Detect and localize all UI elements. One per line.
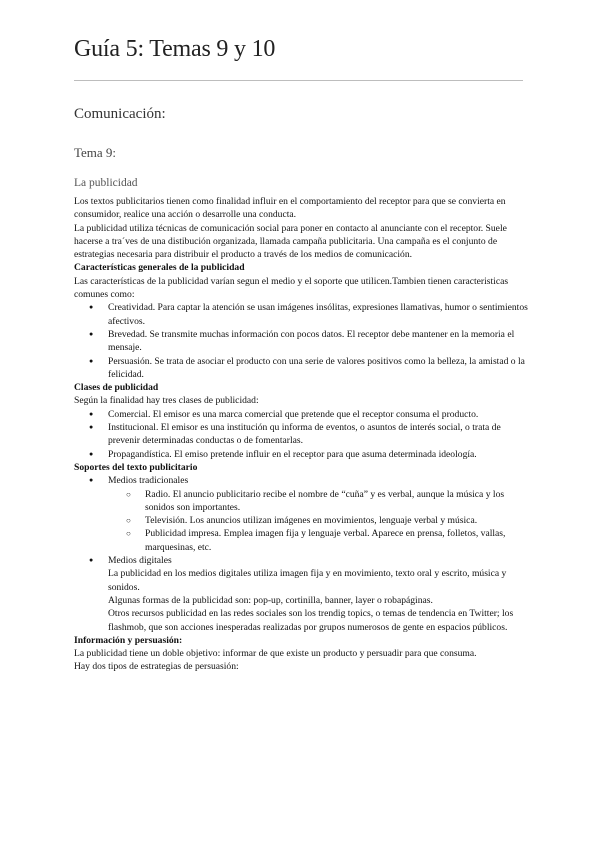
document-body (74, 195, 534, 674)
persuasion-paragraph: La publicidad tiene un doble objetivo: informar de que existe un producto y persuadir para que consuma. (74, 648, 477, 660)
clases-heading: Clases de publicidad (74, 382, 159, 394)
medios-digitales-paragraph: La publicidad en los medios digitales utiliza imagen fija y en movimiento, texto oral y escrito, música y sonidos. (108, 568, 507, 593)
clases-intro: Según la finalidad hay tres clases de publicidad: (74, 395, 259, 407)
list-item: ● Institucional. El emisor es una institución qu informa de eventos, o asuntos de interés social, o trata de prevenir determinadas conductas o de fomentarlas. (108, 421, 534, 448)
intro-paragraph: Los textos publicitarios tienen como finalidad influir en el comportamiento del receptor para que se convierta en consumidor, realice una acción o desarrolle una conducta. (74, 196, 506, 221)
document-title: Guía 5: Temas 9 y 10 (74, 36, 276, 62)
subtopic-heading: La publicidad (74, 177, 138, 189)
list-item (108, 554, 534, 634)
list-item (108, 474, 534, 554)
sublist-item: ○ Radio. El anuncio publicitario recibe el nombre de “cuña” y es verbal, aunque la música y los sonidos son importantes. (145, 488, 534, 515)
list-item: ● Brevedad. Se transmite muchas información con pocos datos. El receptor debe mantener en la memoria el mensaje. (108, 328, 534, 355)
list-item: ● Comercial. El emisor es una marca comercial que pretende que el receptor consuma el producto. (108, 408, 534, 421)
list-item: ● Persuasión. Se trata de asociar el producto con una serie de valores positivos como la belleza, la amistad o la felicidad. (108, 355, 534, 382)
sublist-item: ○ Televisión. Los anuncios utilizan imágenes en movimientos, lenguaje verbal y música. (145, 514, 534, 527)
list-item: ● Propagandística. El emiso pretende influir en el receptor para que asuma determinada ideología. (108, 448, 534, 461)
caracteristicas-intro: Las características de la publicidad varían segun el medio y el soporte que utilicen.Tambien tienen caracteristicas comunes como: (74, 275, 509, 301)
medios-tradicionales-sublist (108, 488, 534, 554)
clases-list (74, 408, 534, 461)
title-divider (74, 80, 523, 81)
medios-digitales-label: ● Medios digitales (108, 555, 172, 567)
sublist-item: ○ Publicidad impresa. Emplea imagen fija y lenguaje verbal. Aparece en prensa, folletos, vallas, marquesinas, etc. (145, 527, 534, 554)
medios-tradicionales-label: Medios tradicionales (108, 475, 189, 487)
section-heading: Comunicación: (74, 106, 166, 122)
soportes-list (74, 474, 534, 634)
persuasion-heading: Información y persuasión: (74, 634, 183, 646)
caracteristicas-heading: Características generales de la publicidad (74, 262, 245, 274)
caracteristicas-list (74, 301, 534, 381)
persuasion-paragraph: Hay dos tipos de estrategias de persuasión: (74, 661, 239, 673)
medios-digitales-paragraph: Algunas formas de la publicidad son: pop-up, cortinilla, banner, layer o robapáginas. (108, 594, 433, 606)
list-item: ● Creatividad. Para captar la atención se usan imágenes insólitas, expresiones llamativas, humor o sentimientos afectivos. (108, 301, 534, 328)
medios-digitales-paragraph: Otros recursos publicidad en las redes sociales son los trendig topics, o temas de tendencia en Twitter; los flashmob, que son acciones inesperadas realizadas por grupos numerosos de gente en espacios públicos. (108, 608, 514, 633)
topic-heading: Tema 9: (74, 145, 117, 160)
soportes-heading: Soportes del texto publicitario (74, 461, 198, 473)
intro-paragraph: La publicidad utiliza técnicas de comunicación social para poner en contacto al anunciante con el receptor. Suele hacerse a tra´ves de una distibución organizada, llamada campaña publicitaria. Una campaña es el conjunto de estrategias necesaria para distribuir el producto a través de los medios de comunicación. (74, 222, 507, 261)
